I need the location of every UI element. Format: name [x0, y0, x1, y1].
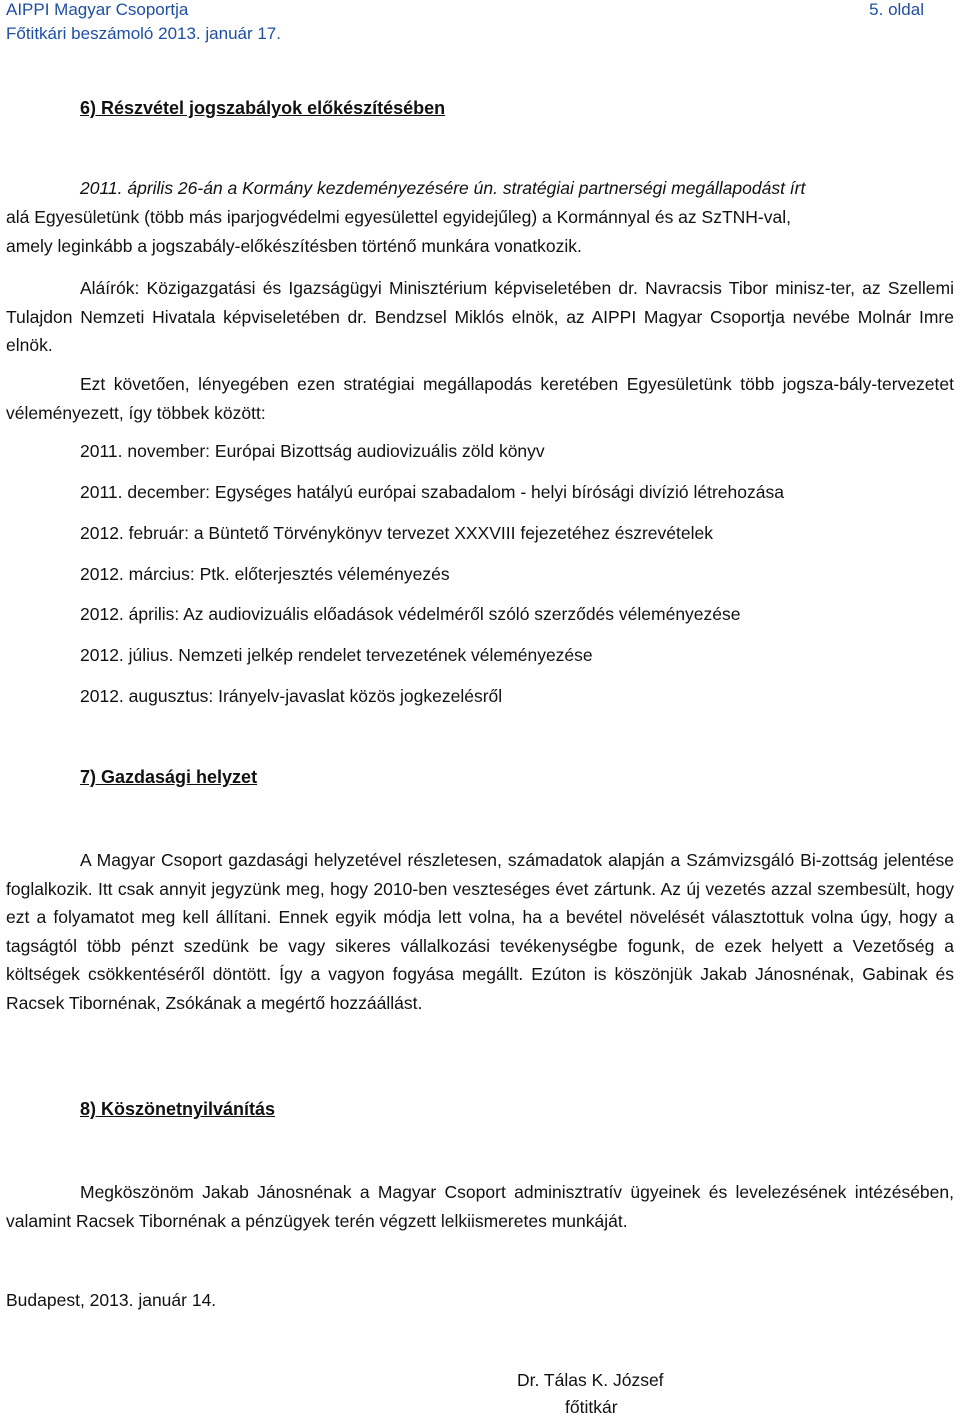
section-8-body: Megköszönöm Jakab Jánosnénak a Magyar Csoport adminisztratív ügyeinek és levelezésének intézésében, valamint Racsek Tibornénak a pénzügyek terén végzett lelkiismeretes munkáját.: [6, 1182, 954, 1231]
header-org: AIPPI Magyar Csoportja: [6, 0, 189, 19]
list-item: 2012. április: Az audiovizuális előadások védelméről szóló szerződés véleményezése: [80, 604, 741, 624]
header-page-number: 5. oldal: [869, 0, 924, 19]
section-8-title: 8) Köszönetnyilvánítás: [80, 1099, 276, 1119]
section-6-title: 6) Részvétel jogszabályok előkészítésében: [80, 98, 446, 118]
section-6-intro-line-3: amely leginkább a jogszabály-előkészítésben történő munkára vonatkozik.: [6, 236, 582, 256]
list-item: 2012. március: Ptk. előterjesztés véleményezés: [80, 564, 450, 584]
section-7-title: 7) Gazdasági helyzet: [80, 767, 258, 787]
section-6-intro-line-1: 2011. április 26-án a Kormány kezdeményezésére ún. stratégiai partnerségi megállapodást írt: [80, 178, 806, 198]
section-6-intro-line-2: alá Egyesületünk (több más iparjogvédelmi egyesülettel egyidejűleg) a Kormánnyal és az SzTNH-val,: [6, 207, 791, 227]
place-date: Budapest, 2013. január 14.: [6, 1290, 217, 1310]
list-item: 2011. november: Európai Bizottság audiovizuális zöld könyv: [80, 441, 545, 461]
list-item: 2012. augusztus: Irányelv-javaslat közös jogkezelésről: [80, 686, 503, 706]
list-item: 2011. december: Egységes hatályú európai szabadalom - helyi bírósági divízió létrehozása: [80, 482, 784, 502]
signer-name: Dr. Tálas K. József: [517, 1370, 664, 1390]
section-6-signers: Aláírók: Közigazgatási és Igazságügyi Minisztérium képviseletében dr. Navracsis Tibor minisz-ter, az Szellemi Tulajdon Nemzeti Hivatala képviseletében dr. Bendzsel Miklós elnök, az AIPPI Magyar Csoportja nevébe Molnár Imre elnök.: [6, 278, 954, 355]
header-report-title: Főtitkári beszámoló 2013. január 17.: [6, 24, 281, 43]
signer-title: főtitkár: [565, 1397, 618, 1417]
list-item: 2012. február: a Büntető Törvénykönyv tervezet XXXVIII fejezetéhez észrevételek: [80, 523, 713, 543]
section-6-followup: Ezt követően, lényegében ezen stratégiai megállapodás keretében Egyesületünk több jogsza-bály-tervezetet véleményezett, így többek között:: [6, 374, 954, 423]
list-item: 2012. július. Nemzeti jelkép rendelet tervezetének véleményezése: [80, 645, 593, 665]
section-7-body: A Magyar Csoport gazdasági helyzetével részletesen, számadatok alapján a Számvizsgáló Bi-zottság jelentése foglalkozik. Itt csak annyit jegyzünk meg, hogy 2010-ben veszteséges évet zártunk. Az új vezetés azzal szembesült, hogy ezt a folyamatot meg kell állítani. Ennek egyik módja lett volna, ha a bevétel növelését választottuk volna úgy, hogy a tagságtól több pénzt szedünk be vagy sikeres vállalkozási tevékenységbe fogunk, de ezek helyett a Vezetőség a költségek csökkentéséről döntött. Így a vagyon fogyása megállt. Ezúton is köszönjük Jakab Jánosnénak, Gabinak és Racsek Tibornénak, Zsókának a megértő hozzáállást.: [6, 850, 954, 1013]
